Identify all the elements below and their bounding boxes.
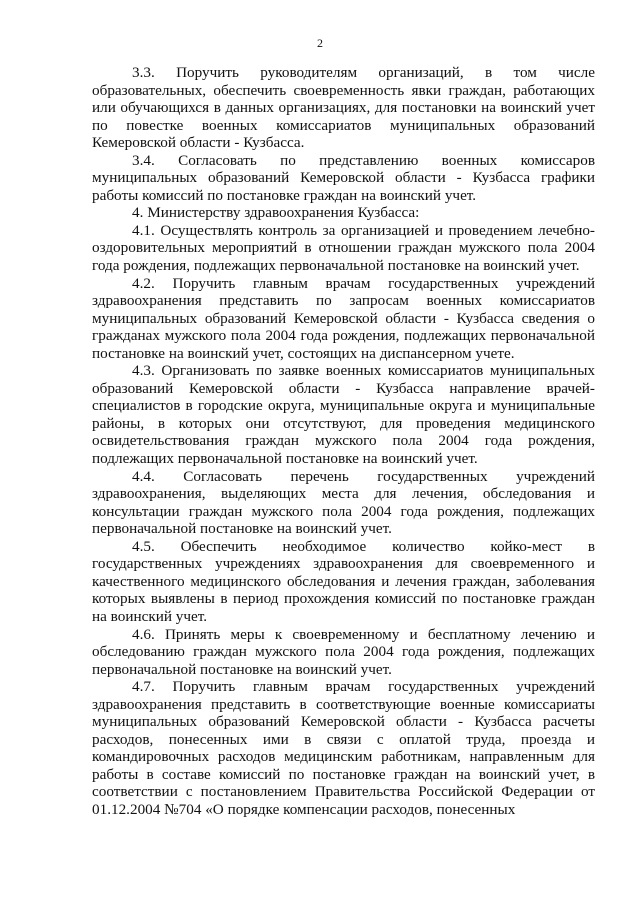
paragraph-4-1: 4.1. Осуществлять контроль за организацией и проведением лечебно-оздоровительных мероприятий в отношении граждан мужского пола 2004 года рождения, подлежащих первоначальной постановке на воинский учет. [92, 221, 595, 275]
paragraph-3-3: 3.3. Поручить руководителям организаций, в том числе образовательных, обеспечить своевременность явки граждан, работающих или обучающихся в данных организациях, для постановки на воинский учет по повестке военных комиссариатов муниципальных образований Кемеровской области - Кузбасса. [92, 64, 595, 152]
paragraph-4-2: 4.2. Поручить главным врачам государственных учреждений здравоохранения представить по запросам военных комиссариатов муниципальных образований Кемеровской области - Кузбасса сведения о гражданах мужского пола 2004 года рождения, подлежащих первоначальной постановке на воинский учет, состоящих на диспансерном учете. [92, 274, 595, 362]
document-body [92, 64, 595, 819]
paragraph-4-4: 4.4. Согласовать перечень государственных учреждений здравоохранения, выделяющих места для лечения, обследования и консультации граждан мужского пола 2004 года рождения, подлежащих первоначальной постановке на воинский учет. [92, 467, 595, 538]
paragraph-4-7: 4.7. Поручить главным врачам государственных учреждений здравоохранения представить в соответствующие военные комиссариаты муниципальных образований Кемеровской области - Кузбасса расчеты расходов, понесенных ими в связи с оплатой труда, проезда и командировочных расходов медицинским работникам, направленным для работы в составе комиссий по постановке граждан на воинский учет, в соответствии с постановлением Правительства Российской Федерации от 01.12.2004 №704 «О порядке компенсации расходов, понесенных [92, 678, 595, 818]
paragraph-4-5: 4.5. Обеспечить необходимое количество койко-мест в государственных учреждениях здравоохранения для своевременного и качественного медицинского обследования и лечения граждан, заболевания которых выявлены в период прохождения комиссий по постановке граждан на воинский учет. [92, 537, 595, 625]
page-number: 2 [317, 36, 323, 50]
paragraph-4-6: 4.6. Принять меры к своевременному и бесплатному лечению и обследованию граждан мужского пола 2004 года рождения, подлежащих первоначальной постановке на воинский учет. [92, 625, 595, 678]
paragraph-3-4: 3.4. Согласовать по представлению военных комиссаров муниципальных образований Кемеровской области - Кузбасса графики работы комиссий по постановке граждан на воинский учет. [92, 151, 595, 204]
paragraph-4-heading: 4. Министерству здравоохранения Кузбасса: [132, 204, 420, 222]
paragraph-4-3: 4.3. Организовать по заявке военных комиссариатов муниципальных образований Кемеровской области - Кузбасса направление врачей-специалистов в городские округа, муниципальные округа и муниципальные районы, в которых они отсутствуют, для проведения медицинского освидетельствования граждан мужского пола 2004 года рождения, подлежащих первоначальной постановке на воинский учет. [92, 362, 595, 468]
